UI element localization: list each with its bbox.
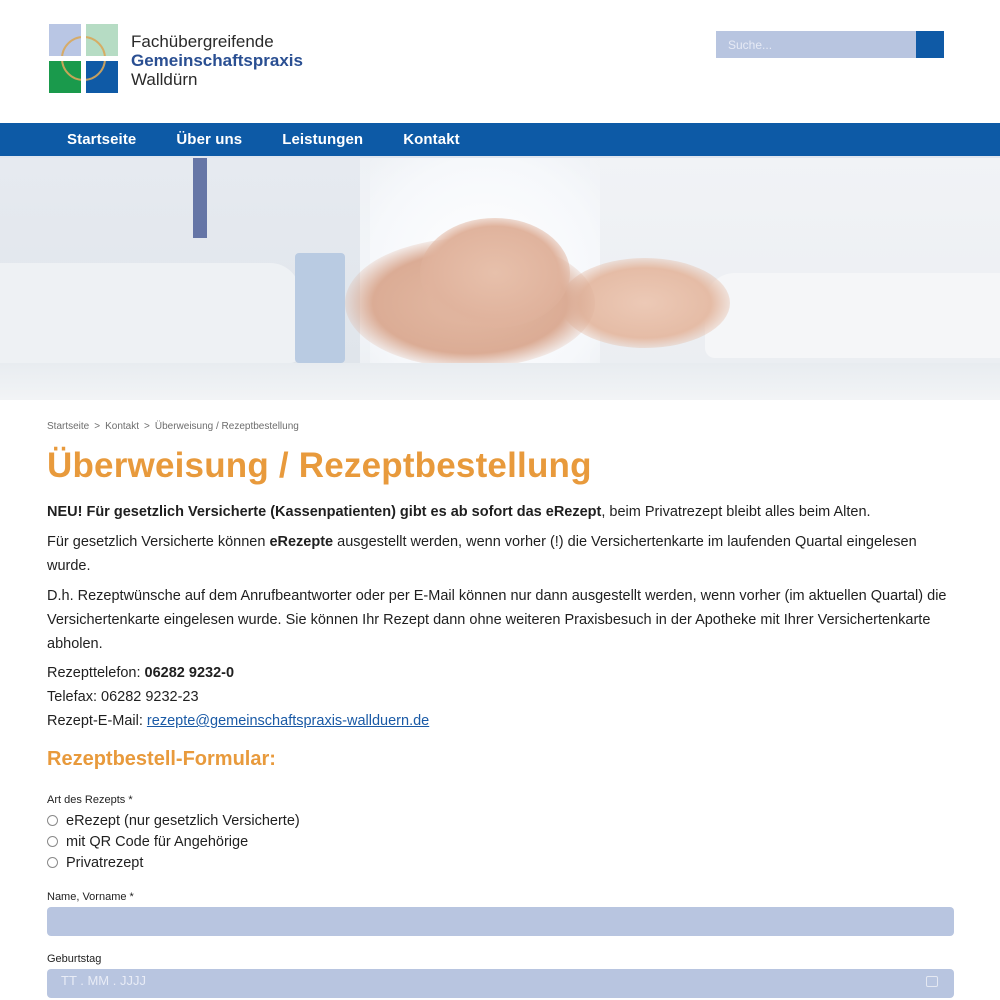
hero-shape bbox=[0, 363, 1000, 400]
site-header bbox=[0, 0, 1000, 123]
logo-mark-icon bbox=[49, 24, 118, 93]
radio-button[interactable] bbox=[47, 815, 58, 826]
calendar-icon[interactable] bbox=[926, 976, 938, 987]
nav-item-kontakt[interactable]: Kontakt bbox=[403, 131, 460, 148]
hero-shape bbox=[420, 218, 570, 328]
radio-erezept[interactable] bbox=[47, 810, 953, 831]
nav-item-ueber-uns[interactable]: Über uns bbox=[176, 131, 243, 148]
breadcrumb-separator: > bbox=[144, 421, 150, 432]
breadcrumb-startseite[interactable]: Startseite bbox=[47, 421, 90, 432]
text: ausgestellt werden, wenn vorher (!) die Versichertenkarte im laufenden Quartal eingelesen wurde. bbox=[47, 534, 917, 574]
search-input[interactable] bbox=[716, 31, 916, 58]
phone-value: 06282 9232-0 bbox=[144, 665, 235, 681]
text-bold: eRezepte bbox=[269, 534, 334, 550]
main-content bbox=[0, 421, 1000, 998]
text: Für gesetzlich Versicherte können bbox=[47, 534, 270, 550]
hero-image bbox=[0, 158, 1000, 400]
intro-rest: , beim Privatrezept bleibt alles beim Alten. bbox=[601, 504, 871, 520]
intro-paragraph bbox=[47, 500, 953, 524]
radio-label: mit QR Code für Angehörige bbox=[66, 833, 249, 850]
breadcrumb-separator: > bbox=[94, 421, 101, 432]
breadcrumb-current: Überweisung / Rezeptbestellung bbox=[154, 421, 299, 432]
name-field[interactable] bbox=[47, 907, 954, 936]
rezept-fax bbox=[47, 685, 953, 709]
breadcrumb bbox=[47, 421, 953, 432]
birthday-field[interactable] bbox=[47, 969, 954, 998]
info-paragraph: D.h. Rezeptwünsche auf dem Anrufbeantworter oder per E-Mail können nur dann ausgestellt werden, wenn vorher (im aktuellen Quartal) die Versichertenkarte eingelesen wurde. Sie können Ihr Rezept dann ohne weiteren Praxisbesuch in der Apotheke mit Ihrer Versichertenkarte abholen. bbox=[47, 588, 947, 652]
form-title: Rezeptbestell-Formular: bbox=[47, 748, 276, 770]
birthday-label: Geburtstag bbox=[47, 953, 102, 965]
main-nav bbox=[0, 123, 1000, 158]
erezept-paragraph bbox=[47, 530, 953, 578]
radio-privatrezept[interactable] bbox=[47, 852, 953, 873]
birthday-placeholder: TT . MM . JJJJ bbox=[61, 973, 146, 988]
rezept-form bbox=[47, 794, 953, 998]
rezept-email bbox=[47, 709, 953, 733]
logo-line-1: Fachübergreifende bbox=[131, 32, 274, 51]
email-link[interactable]: rezepte@gemeinschaftspraxis-wallduern.de bbox=[146, 713, 430, 729]
radio-label: eRezept (nur gesetzlich Versicherte) bbox=[66, 812, 300, 829]
phone-label: Rezepttelefon: bbox=[47, 665, 145, 681]
breadcrumb-kontakt[interactable]: Kontakt bbox=[105, 421, 140, 432]
name-label: Name, Vorname * bbox=[47, 891, 134, 903]
radio-button[interactable] bbox=[47, 857, 58, 868]
radio-label: Privatrezept bbox=[66, 854, 144, 871]
hero-shape bbox=[193, 158, 207, 238]
rezept-phone bbox=[47, 661, 953, 685]
hero-shape bbox=[295, 253, 345, 363]
contact-info bbox=[47, 661, 953, 733]
radio-button[interactable] bbox=[47, 836, 58, 847]
search-bar bbox=[716, 31, 944, 58]
nav-item-leistungen[interactable]: Leistungen bbox=[282, 131, 364, 148]
fax-value: 06282 9232-23 bbox=[101, 689, 199, 705]
fax-label: Telefax: bbox=[47, 689, 101, 705]
nav-item-startseite[interactable]: Startseite bbox=[67, 131, 137, 148]
radio-qr-code[interactable] bbox=[47, 831, 953, 852]
logo-gap bbox=[81, 24, 86, 93]
email-label: Rezept-E-Mail: bbox=[47, 713, 147, 729]
logo[interactable] bbox=[49, 24, 303, 93]
intro-bold: NEU! Für gesetzlich Versicherte (Kassenpatienten) gibt es ab sofort das eRezept bbox=[47, 504, 602, 520]
hero-shape bbox=[0, 263, 300, 363]
logo-line-2: Gemeinschaftspraxis bbox=[131, 51, 303, 70]
rezept-type-group bbox=[47, 810, 953, 873]
page-title: Überweisung / Rezeptbestellung bbox=[47, 446, 592, 485]
hero-shape bbox=[705, 273, 1000, 358]
logo-line-3: Walldürn bbox=[131, 70, 198, 89]
search-button[interactable] bbox=[916, 31, 944, 58]
rezept-type-label: Art des Rezepts * bbox=[47, 794, 133, 806]
logo-text bbox=[131, 32, 303, 89]
